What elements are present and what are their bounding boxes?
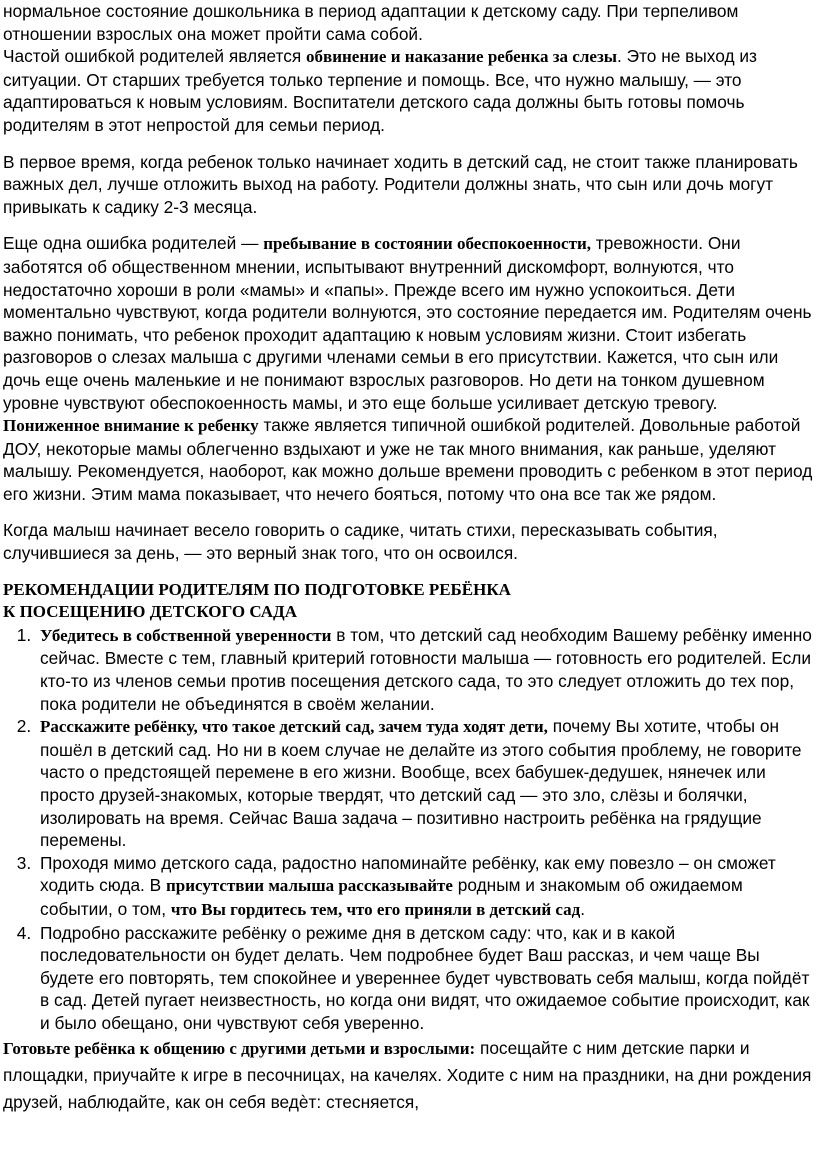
list-item: 4. Подробно расскажите ребёнку о режиме дня в детском саду: что, как и в какой последовательности он будет делать. Чем подробнее будет Ваш рассказ, и чем чаще Вы будете его повторять, тем спокойнее и увереннее будет чувствовать себя малыш, когда пойдёт в сад. Детей пугает неизвестность, но когда они видят, что ожидаемое событие происходит, как и было обещано, они чувствуют себя уверенно. — [36, 922, 814, 1035]
emphasis-attention: Пониженное внимание к ребенку — [3, 416, 259, 436]
paragraph-blame-mistake: Частой ошибкой родителей является обвинение и наказание ребенка за слезы. Это не выход из ситуации. От старших требуется только терпение и помощь. Все, что нужно малышу, — это адаптироваться к новым условиям. Воспитатели детского сада должны быть готовы помочь родителям в этот непростой для семьи период. — [3, 46, 757, 135]
list-item: 1. Убедитесь в собственной уверенности в том, что детский сад необходим Вашему ребёнку именно сейчас. Вместе с тем, главный критерий готовности малыша — готовность его родителей. Если кто-то из членов семьи против посещения детского сада, то это следует отложить до тех пор, пока родители не объединятся в своём желании. — [36, 624, 814, 715]
paragraph-socializing: Готовьте ребёнка к общению с другими детьми и взрослыми: посещайте с ним детские парки и площадки, приучайте к игре в песочницах, на качелях. Ходите с ним на праздники, на дни рождения друзей, наблюдайте, как он себя ведѐт: стесняется, — [3, 1037, 812, 1112]
section-heading — [3, 579, 814, 624]
emphasis-anxiety: пребывание в состоянии обеспокоенности, — [263, 234, 591, 254]
section-heading-line2: К ПОСЕЩЕНИЮ ДЕТСКОГО САДА — [3, 602, 298, 622]
emphasis-blame: обвинение и наказание ребенка за слезы — [306, 47, 618, 67]
paragraph-reduced-attention: Пониженное внимание к ребенку также является типичной ошибкой родителей. Довольные работой ДОУ, некоторые мамы облегченно вздыхают и уже не так много внимания, как раньше, уделяют малышу. Рекомендуется, наоборот, как можно дольше времени проводить с ребенком в этот период его жизни. Этим мама показывает, что нечего бояться, потому что она все так же рядом. — [3, 415, 813, 504]
paragraph-adaptation-intro: нормальное состояние дошкольника в период адаптации к детскому саду. При терпеливом отношении взрослых она может пройти сама собой. — [3, 1, 739, 44]
list-item: 3. Проходя мимо детского сада, радостно напоминайте ребёнку, как ему повезло – он сможет ходить сюда. В присутствии малыша рассказывайте родным и знакомым об ожидаемом событии, о том, что Вы гордитесь тем, что его приняли в детский сад. — [36, 852, 814, 922]
recommendations-list — [3, 624, 814, 1035]
section-heading-line1: РЕКОМЕНДАЦИИ РОДИТЕЛЯМ ПО ПОДГОТОВКЕ РЕБЁНКА — [3, 579, 511, 599]
paragraph-adapted-sign: Когда малыш начинает весело говорить о садике, читать стихи, пересказывать события, случившиеся за день, — это верный знак того, что он освоился. — [3, 520, 718, 564]
emphasis-socializing: Готовьте ребёнка к общению с другими детьми и взрослыми: — [3, 1038, 476, 1058]
paragraph-first-time: В первое время, когда ребенок только начинает ходить в детский сад, не стоит также планировать важных дел, лучше отложить выход на работу. Родители должны знать, что сын или дочь могут привыкать к садику 2-3 месяца. — [3, 151, 798, 217]
list-item: 2. Расскажите ребёнку, что такое детский сад, зачем туда ходят дети, почему Вы хотите, чтобы он пошёл в детский сад. Но ни в коем случае не делайте из этого события проблему, не говорите часто о предстоящей перемене в его жизни. Вообще, всех бабушек-дедушек, нянечек или просто друзей-знакомых, которые твердят, что детский сад — это зло, слёзы и болячки, изолировать на время. Сейчас Ваша задача – позитивно настроить ребёнка на грядущие перемены. — [36, 715, 814, 852]
paragraph-anxiety-mistake: Еще одна ошибка родителей — пребывание в состоянии обеспокоенности, тревожности. Они заботятся об общественном мнении, испытывают внутренний дискомфорт, волнуются, что недостаточно хороши в роли «мамы» и «папы». Прежде всего им нужно успокоиться. Дети моментально чувствуют, когда родители волнуются, это состояние передается им. Родителям очень важно понимать, что ребенок проходит адаптацию к новым условиям жизни. Стоит избегать разговоров о слезах малыша с другими членами семьи в его присутствии. Кажется, что сын или дочь еще очень маленькие и не понимают взрослых разговоров. Но дети на тонком душевном уровне чувствуют обеспокоенность мамы, и это еще больше усиливает детскую тревогу. — [3, 233, 812, 413]
